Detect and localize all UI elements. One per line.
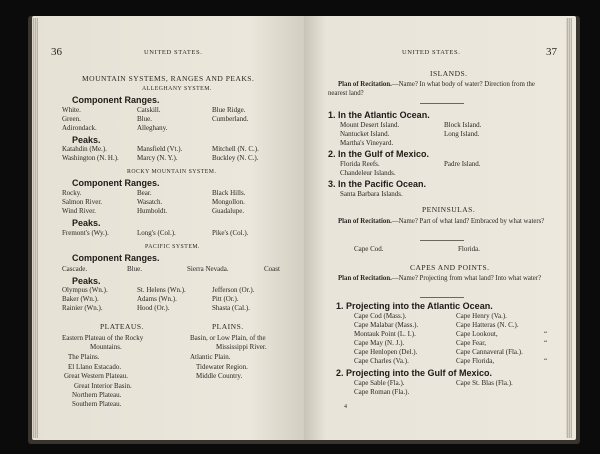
list-item: Atlantic Plain. [190,353,231,361]
plains-title: PLAINS. [212,322,244,331]
divider [420,297,464,298]
list-item: Hood (Or.). [137,304,170,312]
ditto-mark: “ [544,357,548,365]
list-item: Alleghany. [137,124,168,132]
divider [420,240,464,241]
running-head: UNITED STATES. [402,49,461,56]
list-item: Cape Fear, [456,339,487,347]
list-item: Cumberland. [212,115,249,123]
list-item: Santa Barbara Islands. [340,190,403,198]
list-item: Pike's (Col.). [212,229,249,237]
list-item: Padre Island. [444,160,481,168]
open-book [28,16,580,444]
list-item: Rocky. [62,189,82,197]
list-item: Coast [264,265,280,273]
list-item: Humboldt. [137,207,168,215]
right-page [304,16,576,440]
plan-label: Plan of Recitation. [338,81,392,88]
islands-heading: 1. In the Atlantic Ocean. [328,110,430,120]
list-item: Great Interior Basin. [74,382,132,390]
list-item: Rainier (Wn.). [62,304,103,312]
list-item: Pitt (Or.). [212,295,239,303]
list-item: Bear. [137,189,152,197]
list-item: St. Helens (Wn.). [137,286,186,294]
list-item: Blue Ridge. [212,106,246,114]
left-page [32,16,304,440]
list-item: Long Island. [444,130,480,138]
list-item: Catskill. [137,106,161,114]
list-item: Mount Desert Island. [340,121,400,129]
list-item: Middle Country. [196,372,243,380]
list-item: Fremont's (Wy.). [62,229,109,237]
list-item: Marcy (N. Y.). [137,154,178,162]
page-number: 36 [51,46,62,58]
plan-text: —Name? Projecting from what land? Into what water? [391,275,542,282]
list-item: Chandeleur Islands. [340,169,396,177]
divider [420,103,464,104]
ditto-mark: “ [544,339,548,347]
list-item: Block Island. [444,121,482,129]
subsection-title: PACIFIC SYSTEM. [145,244,200,250]
list-item: El Llano Estacado. [68,363,122,371]
list-item: Blue. [137,115,152,123]
list-item: Mitchell (N. C.). [212,145,259,153]
list-item: Mongollon. [212,198,245,206]
list-item: Cape Hatteras (N. C.). [456,321,519,329]
peaks-heading: Peaks. [72,218,101,228]
peaks-heading: Peaks. [72,135,101,145]
capes-heading: 1. Projecting into the Atlantic Ocean. [336,301,493,311]
list-item: Tidewater Region. [196,363,248,371]
list-item: Washington (N. H.). [62,154,119,162]
plan-label: Plan of Recitation. [338,218,392,225]
islands-heading: 3. In the Pacific Ocean. [328,179,427,189]
running-head: UNITED STATES. [144,49,203,56]
capes-title: CAPES AND POINTS. [410,263,490,272]
list-item: Buckley (N. C.). [212,154,259,162]
ditto-mark: “ [544,330,548,338]
ranges-heading: Component Ranges. [72,178,160,188]
list-item: Adams (Wn.). [137,295,177,303]
list-item: Cascade. [62,265,88,273]
section-title: MOUNTAIN SYSTEMS, RANGES AND PEAKS. [82,74,255,83]
list-item: Cape Cod. [354,245,384,253]
subsection-title: ROCKY MOUNTAIN SYSTEM. [127,169,217,175]
page-number: 37 [546,46,557,58]
list-item: Blue. [127,265,142,273]
list-item: White. [62,106,81,114]
signature-mark: 4 [344,404,347,410]
list-item: Mansfield (Vt.). [137,145,183,153]
subsection-title: ALLEGHANY SYSTEM. [142,86,212,92]
plan-of-recitation [328,80,554,98]
list-item: Cape Sable (Fla.). [354,379,405,387]
list-item: The Plains. [68,353,100,361]
list-item: Black Hills. [212,189,246,197]
list-item: Eastern Plateau of the Rocky [62,334,144,342]
list-item: Cape Cannaveral (Fla.). [456,348,523,356]
list-item: Florida. [458,245,480,253]
list-item: Long's (Col.). [137,229,176,237]
plan-text: —Name? In what body of water? Direction from the nearest land? [328,81,535,97]
peninsulas-title: PENINSULAS. [422,205,476,214]
islands-heading: 2. In the Gulf of Mexico. [328,149,430,159]
list-item: Cape Florida, [456,357,495,365]
list-item: Salmon River. [62,198,103,206]
peaks-heading: Peaks. [72,276,101,286]
list-item: Shasta (Cal.). [212,304,250,312]
list-item: Cape May (N. J.). [354,339,405,347]
list-item: Guadalupe. [212,207,245,215]
list-item: Jefferson (Or.). [212,286,255,294]
list-item: Katahdin (Me.). [62,145,107,153]
capes-heading: 2. Projecting into the Gulf of Mexico. [336,368,493,378]
list-item: Cape Lookout, [456,330,498,338]
list-item: Baker (Wn.). [62,295,99,303]
page-edge [32,18,38,438]
list-item: Green. [62,115,81,123]
list-item: Olympus (Wn.). [62,286,108,294]
list-item: Cape Malabar (Mass.). [354,321,419,329]
list-item: Southern Plateau. [72,400,122,408]
list-item: Nantucket Island. [340,130,390,138]
list-item: Florida Reefs. [340,160,380,168]
list-item: Cape Cod (Mass.). [354,312,407,320]
ranges-heading: Component Ranges. [72,253,160,263]
plan-of-recitation [328,217,554,226]
list-item: Sierra Nevada. [187,265,229,273]
list-item: Mississippi River. [216,343,267,351]
list-item: Cape Henlopen (Del.). [354,348,418,356]
plan-of-recitation [328,274,554,283]
list-item: Great Western Plateau. [64,372,129,380]
list-item: Northern Plateau. [72,391,122,399]
list-item: Adirondack. [62,124,97,132]
list-item: Cape Charles (Va.). [354,357,409,365]
list-item: Cape Henry (Va.). [456,312,507,320]
list-item: Martha's Vineyard. [340,139,394,147]
list-item: Cape St. Blas (Fla.). [456,379,513,387]
islands-title: ISLANDS. [430,69,468,78]
list-item: Montauk Point (L. I.). [354,330,416,338]
ranges-heading: Component Ranges. [72,95,160,105]
list-item: Mountains. [90,343,122,351]
plan-text: —Name? Part of what land? Embraced by what waters? [391,218,545,225]
list-item: Wasatch. [137,198,163,206]
list-item: Wind River. [62,207,96,215]
list-item: Basin, or Low Plain, of the [190,334,266,342]
list-item: Cape Roman (Fla.). [354,388,410,396]
plateaus-title: PLATEAUS. [100,322,144,331]
page-edge [566,18,572,438]
plan-label: Plan of Recitation. [338,275,392,282]
